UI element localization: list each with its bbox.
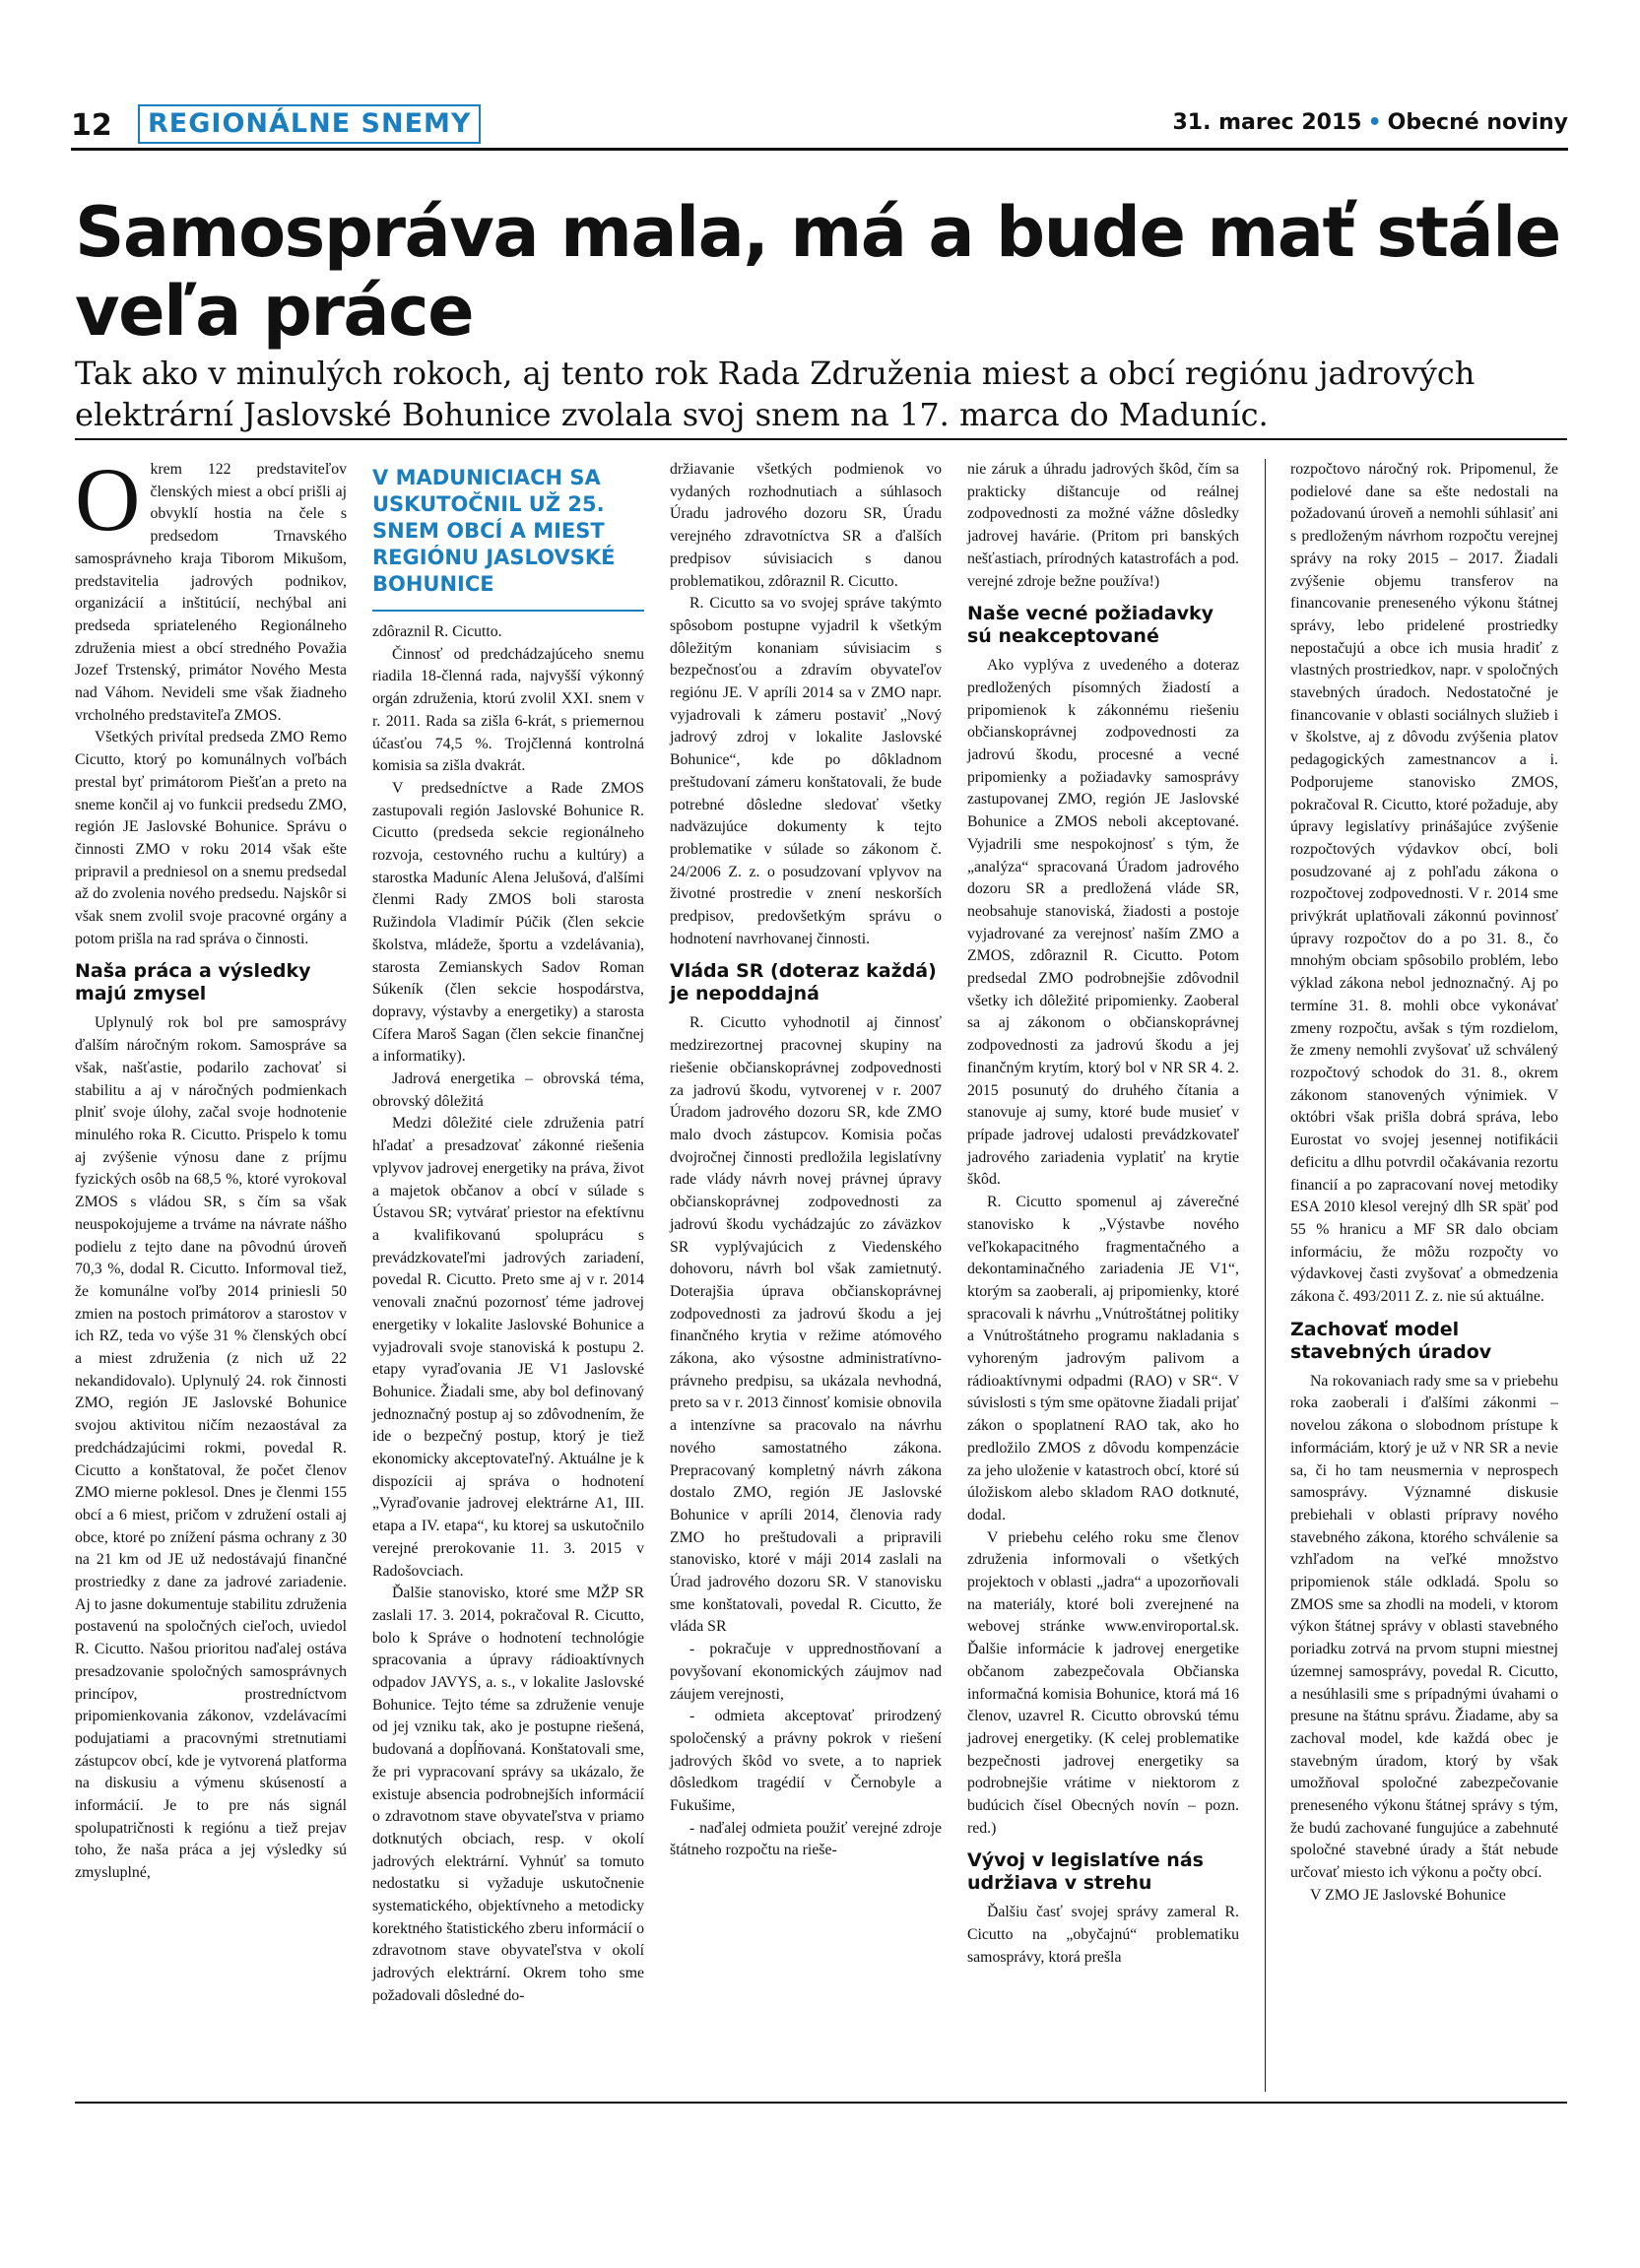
section-label: REGIONÁLNE SNEMY (138, 104, 481, 144)
issue-info (1173, 110, 1569, 135)
paragraph: Jadrová energetika – obrovská téma, obrovský dôležitá (372, 1070, 644, 1110)
paragraph: rozpočtovo náročný rok. Pripomenul, že podielové dane sa ešte nedostali na požadovanú úroveň a nemohli súhlasiť ani s predloženým návrhom rozpočtu verejnej správy na roky 2015 – 2017. Žiadali zvýšenie objemu transferov na financovanie preneseného výkonu štátnej správy, lebo pridelené prostriedky nepostačujú a obce ich musia hradiť z vlastných prostriedkov, napr. v spoločných stavebných úradoch. Nedostatočné je financovanie v oblasti sociálnych služieb i v školstve, aj z dôvodu zvýšenia platov pedagogických zamestnancov a i. Podporujeme stanovisko ZMOS, pokračoval R. Cicutto, ktoré požaduje, aby úpravy legislatívy prinášajúce zvýšenie rozpočtových výdavkov obcí, boli posudzované aj z pohľadu zákona o rozpočtovej zodpovednosti. V r. 2014 sme privýkrát uplatňovali zákonnú povinnosť úpravy rozpočtov do a po 31. 8., čo mnohým obciam spôsobilo problém, lebo výklad zákona nebol jednoznačný. Aj po termíne 31. 8. mohli obce vykonávať zmeny rozpočtu, avšak s tým rozdielom, že zmeny nemohli zvyšovať už schválený rozpočtový schodok do 31. 8., okrem zákonom stanovených výnimiek. V októbri však prišla dobrá správa, lebo Eurostat vo svojej jesennej notifikácii deficitu a dlhu potvrdil očakávania rezortu financií a po zapracovaní novej metodiky ESA 2010 klesol verejný dlh SR späť pod 55 % hranicu a MF SR dalo obciam informáciu, že môžu rozpočty vo výdavkovej časti zvyšovať a obmedzenia zákona č. 493/2011 Z. z. nie sú aktuálne. (1290, 461, 1558, 1306)
lede-rule (75, 438, 1567, 440)
page-number: 12 (71, 108, 112, 143)
paragraph: zdôraznil R. Cicutto. (372, 623, 502, 640)
drop-cap: O (75, 449, 141, 550)
paragraph (75, 449, 347, 727)
lede: Tak ako v minulých rokoch, aj tento rok Rada Združenia miest a obcí regiónu jadrových elektrární Jaslovské Bohunice zvolala svoj snem na 17. marca do Maduníc. (75, 355, 1476, 433)
paragraph: R. Cicutto sa vo svojej správe takýmto spôsobom postupne vyjadril k všetkým dôležitým konaniam súvisiacim s bezpečnosťou a zdravím obyvateľov regiónu JE. V apríli 2014 sa v ZMO napr. vyjadrovali k zámeru postaviť „Nový jadrový zdroj v lokalite Jaslovské Bohunice“, kde po dôkladnom preštudovaní zámeru konštatovali, že bude potrebné dôsledne sledovať všetky nadväzujúce dokumenty k tejto problematike v súlade so zákonom č. 24/2006 Z. z. o posudzovaní vplyvov na životné prostredie v znení neskorších predpisov, predovšetkým správu o hodnotení navrhovanej činnosti. (670, 595, 942, 947)
subheading: Naša práca a výsledky majú zmysel (75, 960, 311, 1005)
highlight-box: V MADUNICIACH SA USKUTOČNIL UŽ 25. SNEM OBCÍ A MIEST REGIÓNU JASLOVSKÉ BOHUNICE (372, 459, 644, 612)
subheading: Zachovať model stavebných úradov (1290, 1318, 1492, 1363)
paragraph: Ďalšie stanovisko, ktoré sme MŽP SR zaslali 17. 3. 2014, pokračoval R. Cicutto, bolo k Správe o hodnotení technológie spracovania a úpravy rádioaktívnych odpadov JAVYS, a. s., v lokalite Jaslovské Bohunice. Tejto téme sa združenie venuje od jej vzniku tak, ako je postupne riešená, budovaná a dopĺňovaná. Konštatovali sme, že pri vypracovaní správy sa ukázalo, že existuje absencia podrobnejších informácií o zdravotnom stave obyvateľstva v priamo dotknutých obciach, resp. v okolí jadrových elektrární. Vyhnúť sa tomuto nedostatku si vyžaduje uskutočnenie systematického, objektívneho a metodicky korektného štatistického zberu informácií o zdravotnom stave obyvateľstva v okolí jadrových elektrární. Okrem toho sme požadovali dôsledné do- (372, 1585, 644, 2004)
subheading: Naše vecné požiadavky sú neakceptované (967, 603, 1214, 648)
paragraph: V predsedníctve a Rade ZMOS zastupovali región Jaslovské Bohunice R. Cicutto (predseda sekcie regionálneho rozvoja, cestovného ruchu a kultúry) a starostka Maduníc Alena Jelušová, ďalšími členmi Rady ZMOS boli starosta Ružindola Vladimír Púčik (člen sekcie školstva, mládeže, športu a vzdelávania), starosta Zemianskych Sadov Roman Súkeník (člen sekcie hospodárstva, dopravy, výstavby a energetiky) a starosta Cífera Maroš Sagan (člen sekcie finančnej a informatiky). (372, 779, 644, 1066)
paragraph: nie záruk a úhradu jadrových škôd, čím sa prakticky dištancuje od reálnej zodpovednosti za možné vážne dôsledky jadrovej havárie. (Pritom pri banských nešťastiach, prírodných katastrofách a pod. verejné zdroje bežne používa!) (967, 461, 1239, 590)
paragraph: držiavanie všetkých podmienok vo vydaných rozhodnutiach a súhlasoch Úradu jadrového dozoru SR, Úradu verejného zdravotníctva SR a ďalších predpisov súvisiacich s danou problematikou, zdôraznil R. Cicutto. (670, 461, 942, 590)
paragraph: - naďalej odmieta použiť verejné zdroje štátneho rozpočtu na rieše- (670, 1819, 942, 1859)
column-4 (967, 459, 1239, 1970)
paragraph: - pokračuje v upprednostňovaní a povyšovaní ekonomických záujmov nad záujem verejnosti, (670, 1641, 942, 1703)
bottom-rule (75, 2102, 1567, 2104)
paragraph-text: krem 122 predstaviteľov členských miest a obcí prišli aj obvyklí hostia na čele s predsedom Trnavského samosprávneho kraja Tiborom Mikušom, predstavitelia jadrových podnikov, organizácií a inštitúcií, nechýbal ani predseda spriateleného Regionálneho združenia miest a obcí stredného Považia Jozef Trstenský, primátor Nového Mesta nad Váhom. Nevideli sme však žiadneho vrcholného predstaviteľa ZMOS. (75, 461, 347, 724)
paragraph: R. Cicutto vyhodnotil aj činnosť medzirezortnej pracovnej skupiny na riešenie občianskoprávnej zodpovednosti za jadrovú škodu, vytvorenej v r. 2007 Úradom jadrového dozoru SR, kde ZMO malo dvoch zástupcov. Komisia počas dvojročnej činnosti predložila legislatívny rade vlády návrh novej právnej úpravy občianskoprávnej zodpovednosti za jadrovú škodu vychádzajúc zo záväzkov SR vyplývajúcich z Viedenského dohovoru, návrh bol však zamietnutý. Doterajšia úprava občianskoprávnej zodpovednosti za jadrovú škodu a jej finančného krytia v režime atómového zákona, ako výsostne administratívno-právneho predpisu, sa ukázala nevhodná, preto sa v r. 2013 činnosť komisie obnovila a intenzívne sa pracovalo na návrhu nového samostatného zákona. Prepracovaný kompletný návrh zákona dostalo ZMO, región JE Jaslovské Bohunice v apríli 2014, členovia rady ZMO ho preštudovali a pripravili stanovisko, ktoré v máji 2014 zaslali na Úrad jadrového dozoru SR. V stanovisku sme konštatovali, povedal R. Cicutto, že vláda SR (670, 1014, 942, 1636)
paragraph: Uplynulý rok bol pre samosprávy ďalším náročným rokom. Samospráve sa však, našťastie, podarilo zachovať si stabilitu a aj v náročných podmienkach plniť svoje úlohy, začal svoje hodnotenie minulého roka R. Cicutto. Prispelo k tomu aj zvýšenie výnosu dane z príjmu fyzických osôb na 68,5 %, ktoré vyrokoval ZMOS s vládou SR, s čím sa však neuspokojujeme a trváme na návrate nášho podielu z tejto dane na pôvodnú úroveň 70,3 %, dodal R. Cicutto. Informoval tiež, že komunálne voľby 2014 priniesli 50 zmien na postoch primátorov a starostov v ich RZ, teda vo výše 31 % členských obcí a miest združenia (z nich už 22 nekandidovalo). Uplynulý 24. rok činnosti ZMO, región JE Jaslovské Bohunice svojou aktivitou ničím nezaostával za predchádzajúcimi rokmi, povedal R. Cicutto a konštatoval, že počet členov ZMO mierne poklesol. Dnes je členmi 155 obcí a 6 miest, pričom v združení ostali aj obce, ktoré po znížení pásma ochrany z 30 na 21 km od JE už nedostávajú finančné prostriedky z dane za jadrové zariadenie. Aj to jasne dokumentuje stabilitu združenia postavenú na spoločných cieľoch, uviedol R. Cicutto. Našou prioritou naďalej ostáva presadzovanie spoločných samosprávnych princípov, prostredníctvom pripomienkovania zákonov, vzdelávacími podujatiami a pracovnými stretnutiami zástupcov obcí, kde je vytvorená platforma na diskusiu a výmenu skúseností a informácií. Je to pre nás signál spolupatričnosti k regiónu a tiež prejav toho, že naša práca a jej výsledky sú zmysluplné, (75, 1014, 347, 1882)
column-1 (75, 449, 347, 1885)
paragraph: Ďalšiu časť svojej správy zameral R. Cicutto na „obyčajnú“ problematiku samosprávy, ktorá prešla (967, 1904, 1239, 1966)
paragraph: R. Cicutto spomenul aj záverečné stanovisko k „Výstavbe nového veľkokapacitného fragmentačného a dekontaminačného zariadenia JE V1“, ktorým sa zaoberali, aj pripomienky, ktoré spracovali k návrhu „Vnútroštátnej politiky a Vnútroštátneho programu nakladania s vyhoreným jadrovým palivom a rádioaktívnymi odpadmi (RAO) v SR“. V súvislosti s tým sme opätovne žiadali prijať zákon o spoplatnení RAO tak, ako ho predložilo ZMOS z dôvodu kompenzácie za jeho uloženie v katastroch obcí, ktoré sú úložiskom alebo skladom RAO dotknuté, dodal. (967, 1194, 1239, 1523)
page-header (71, 104, 1568, 148)
column-3 (670, 459, 942, 1862)
paragraph: V priebehu celého roku sme členov združenia informovali o všetkých projektoch v oblasti „jadra“ a upozorňovali na materiály, ktoré boli zverejnené na webovej stránke www.enviroportal.sk. Ďalšie informácie k jadrovej energetike občanom zabezpečovala Občianska informačná komisia Bohunice, ktorá má 16 členov, uzavrel R. Cicutto obrovskú tému jadrovej energetiky. (K celej problematike bezpečnosti jadrovej energetiky sa podrobnejšie vrátime v niektorom z budúcich čísel Obecných novín – pozn. red.) (967, 1528, 1239, 1837)
paragraph: Na rokovaniach rady sme sa v priebehu roka zaoberali i ďalšími zákonmi – novelou zákona o slobodnom prístupe k informáciám, ktorý je už v NR SR a nevie sa, či ho tam neusmernia v neprospech samosprávy. Významné diskusie prebiehali v oblasti prípravy nového stavebného zákona, ktorého schválenie sa vzhľadom na veľké množstvo pripomienok stále odkladá. Spolu so ZMOS sme sa zhodli na modeli, v ktorom výkon štátnej správy v oblasti stavebného poriadku zotrvá na prvom stupni miestnej územnej samosprávy, povedal R. Cicutto, a nesúhlasili sme s prípadnými úvahami o presune na štátnu správu. Žiadame, aby sa zachoval model, kde každá obec je stavebným úradom, ktorý by však umožňoval spoločné zabezpečovanie preneseného výkonu štátnej správy s tým, že budú zachované fungujúce a zabehnuté spoločné stavebné úrady a štát nebude určovať miesto ich výkonu a počty obcí. (1290, 1372, 1558, 1882)
subheading: Vývoj v legislatíve nás udržiava v strehu (967, 1849, 1204, 1895)
paragraph: Všetkých privítal predseda ZMO Remo Cicutto, ktorý po komunálnych voľbách prestal byť primátorom Piešťan a preto na sneme končil aj vo funkcii predsedu ZMO, región JE Jaslovské Bohunice. Správu o činnosti ZMO v roku 2014 však ešte pripravil a predniesol on a snemu predsedal až do zvolenia nového predsedu. Najskôr si však snem zvolil svoje pracovné orgány a potom prišla na rad správa o činnosti. (75, 729, 347, 947)
paragraph: V ZMO JE Jaslovské Bohunice (1310, 1886, 1506, 1904)
publication-name: Obecné noviny (1387, 110, 1568, 135)
paragraph: Činnosť od predchádzajúceho snemu riadila 18-členná rada, najvyšší výkonný orgán združenia, ktorú zvolil XXI. snem v r. 2011. Rada sa zišla 6-krát, s priemernou účasťou 74,5 %. Trojčlenná kontrolná komisia sa zišla dvakrát. (372, 645, 644, 775)
subheading: Vláda SR (doteraz každá) je nepoddajná (670, 960, 937, 1005)
headline: Samospráva mala, má a bude mať stále veľa práce (75, 192, 1560, 352)
header-rule (71, 148, 1568, 151)
paragraph: - odmieta akceptovať prirodzený spoločenský a právny pokrok v riešení jadrových škôd vo svete, a to napriek dôsledkom tragédií v Černobyle a Fukušime, (670, 1708, 942, 1815)
column-5 (1290, 459, 1558, 1908)
column-divider (1265, 459, 1266, 2092)
header-separator: • (1367, 110, 1382, 135)
paragraph: Medzi dôležité ciele združenia patrí hľadať a presadzovať zákonné riešenia vplyvov jadrovej energetiky na práva, život a majetok občanov a obcí v súlade s Ústavou SR; vytvárať priestor na efektívnu a kvalifikovanú spoluprácu s prevádzkovateľmi jadrových zariadení, povedal R. Cicutto. Preto sme aj v r. 2014 venovali značnú pozornosť téme jadrovej energetiky v lokalite Jaslovské Bohunice a vyjadrovali svoje stanoviská k postupu 2. etapy vyraďovania JE V1 Jaslovské Bohunice. Žiadali sme, aby bol definovaný jednoznačný postup aj so zdôvodnením, že ide o bezpečný postup, ktorý je tiež ekonomicky akceptovateľný. Aktuálne je k dispozícii aj správa o hodnotení „Vyraďovanie jadrovej elektrárne A1, III. etapa a IV. etapa“, ku ktorej sa uskutočnilo verejné prerokovanie 11. 3. 2015 v Radošovciach. (372, 1115, 644, 1580)
issue-date: 31. marec 2015 (1172, 110, 1362, 135)
column-2 (372, 459, 644, 2008)
paragraph: Ako vyplýva z uvedeného a doteraz predložených písomných žiadostí a pripomienok k zákonnému riešeniu občianskoprávnej zodpovednosti za jadrovú škodu, procesné a vecné pripomienky a požiadavky samosprávy zastupovanej ZMO, región JE Jaslovské Bohunice a ZMOS neboli akceptované. Vyjadrili sme nespokojnosť s tým, že „analýza“ spracovaná Úradom jadrového dozoru SR a predložená vláde SR, neobsahuje stanoviská, žiadosti a postoje vyjadrované za verejnosť naším ZMO a ZMOS, zdôraznil R. Cicutto. Potom predsedal ZMO podrobnejšie zdôvodnil všetky ich dôležité pripomienky. Zaoberal sa aj zákonom o občianskoprávnej zodpovednosti za jadrovú škodu a jej finančným krytím, ktorý bol v NR SR 4. 2. 2015 posunutý do druhého čítania a stanovuje aj sumy, ktoré bude musieť v prípade jadrovej udalosti prevádzkovateľ jadrového zariadenia vyplatiť na krytie škôd. (967, 657, 1239, 1189)
